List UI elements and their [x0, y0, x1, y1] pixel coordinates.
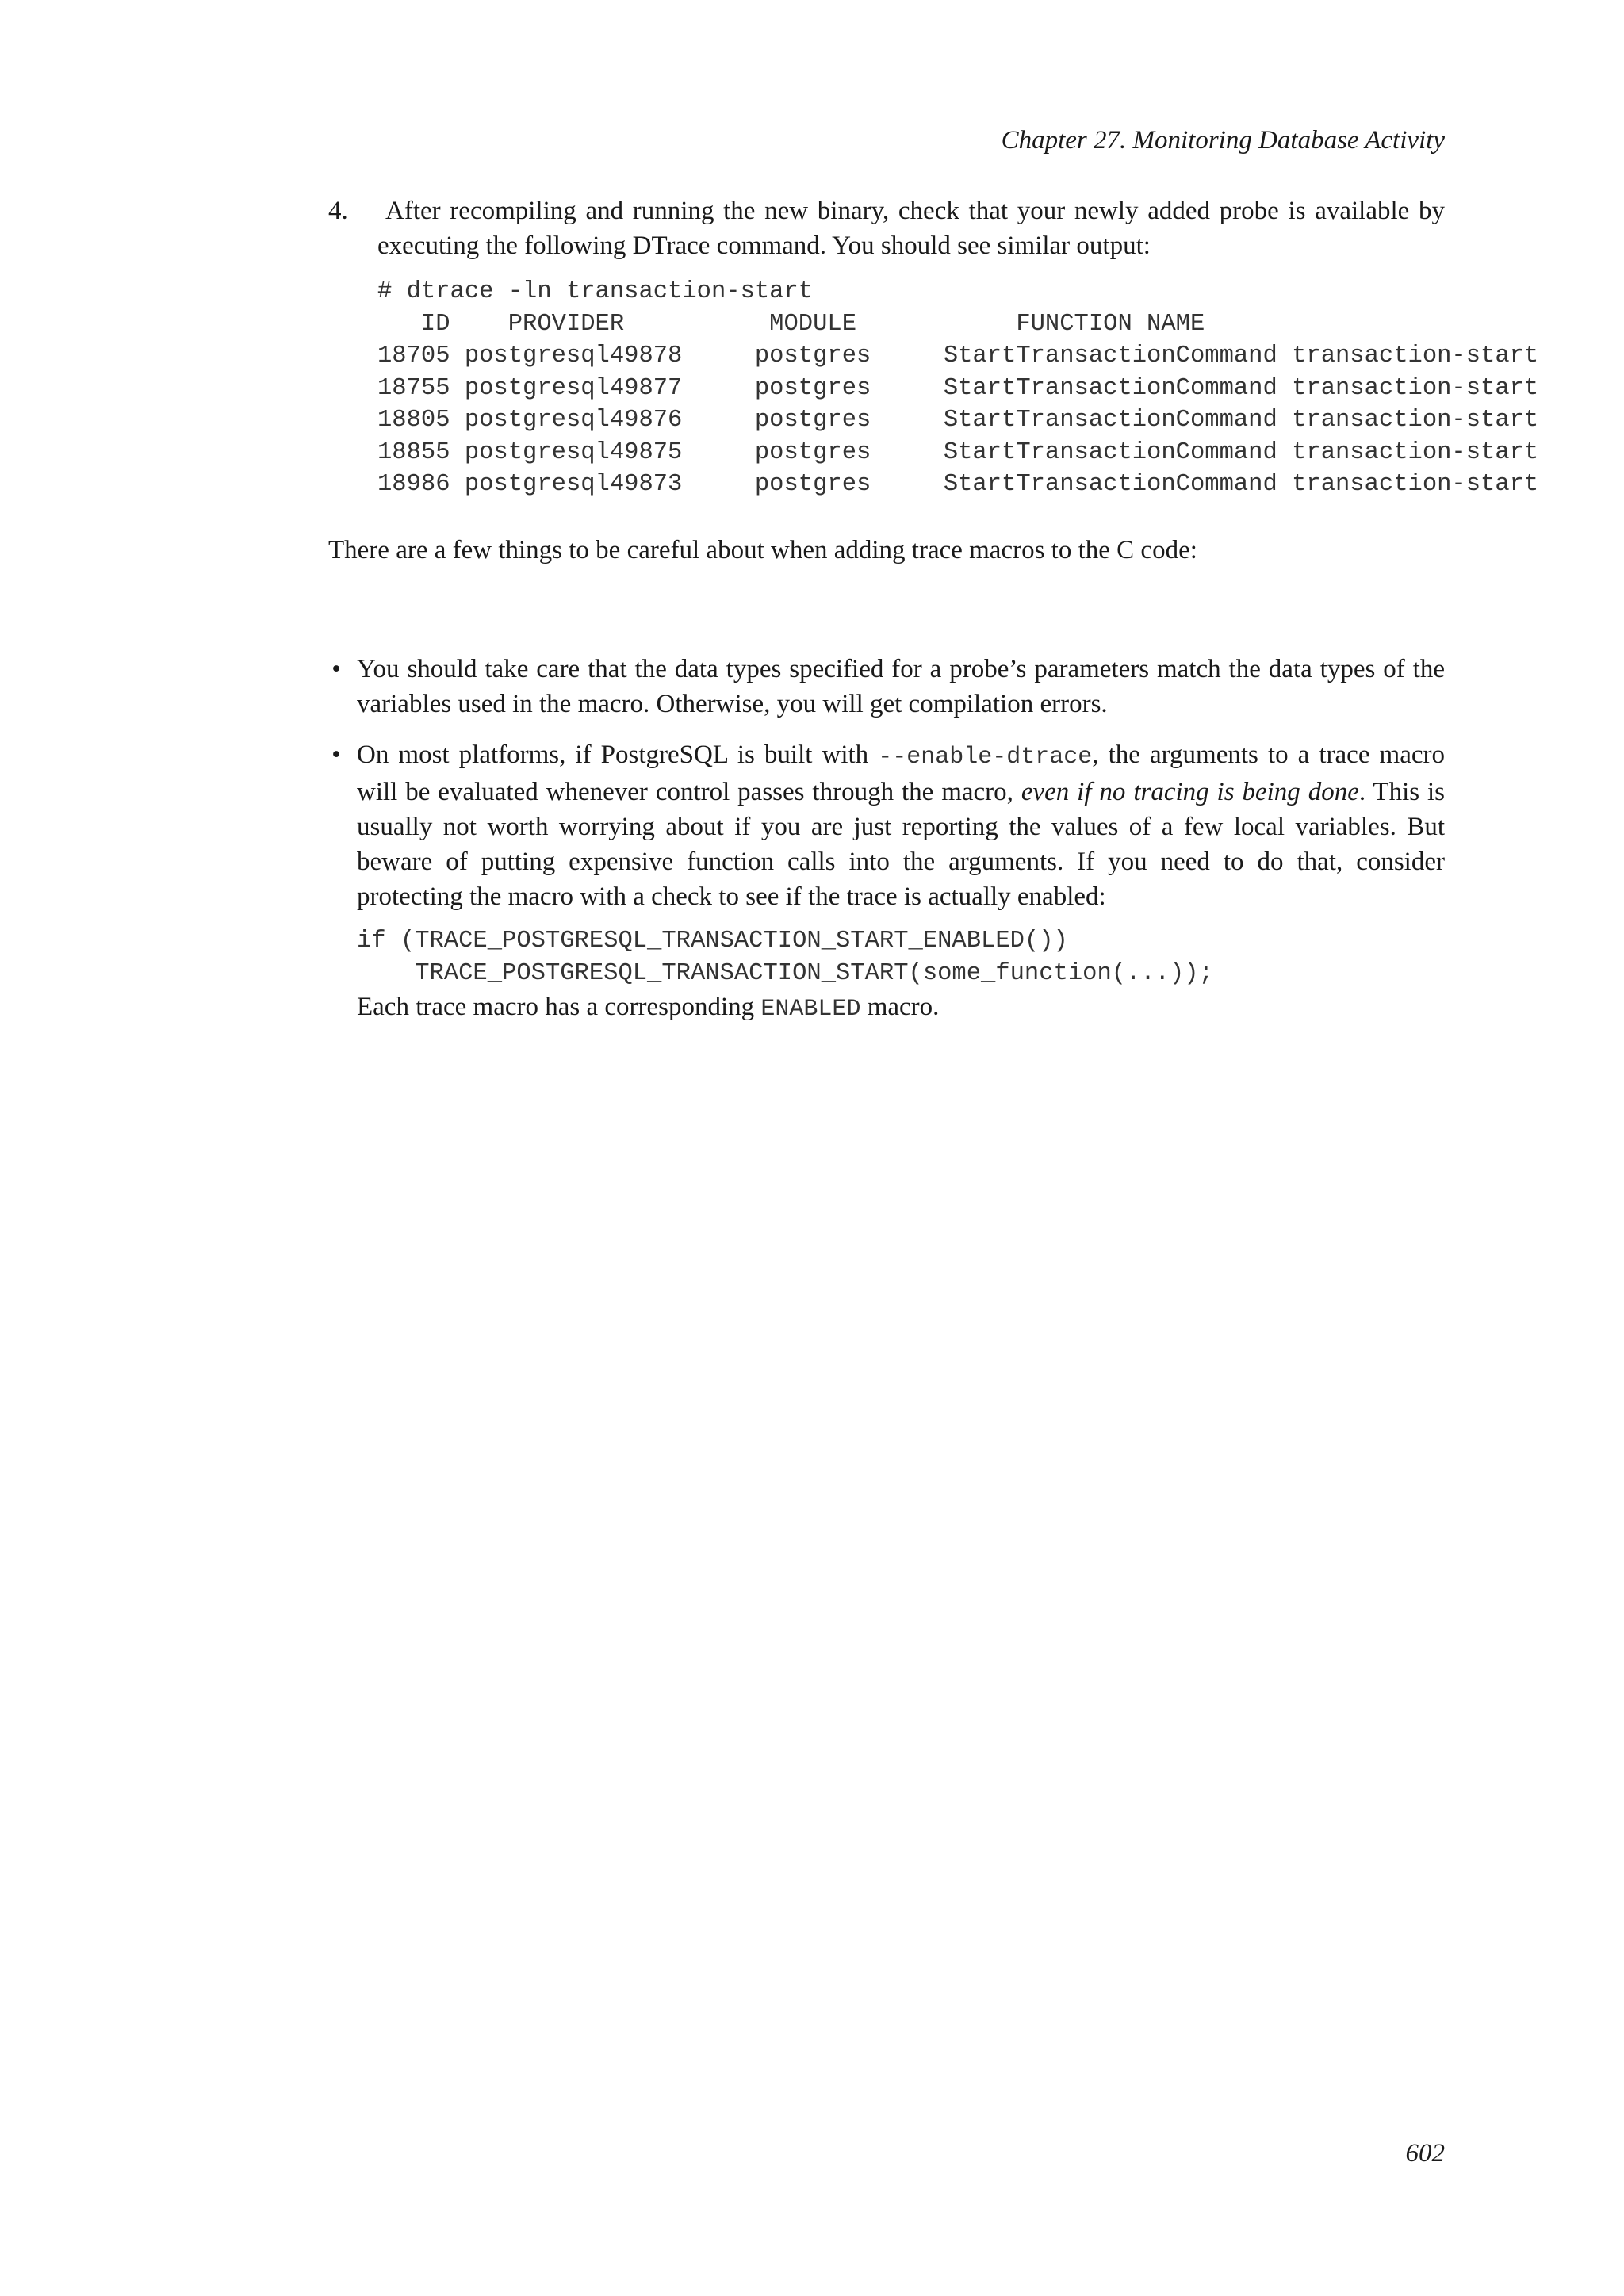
list-item [331, 652, 1445, 721]
bullet-icon: • [331, 655, 341, 683]
list-item [331, 737, 1445, 1027]
dtrace-output-code: # dtrace -ln transaction-start ID PROVIDER MODULE FUNCTION NAME 18705 postgresql49878 postgres StartTransactionCommand transaction-start 18755 postgresql49877 postgres StartTransactionCommand transaction-start 18805 postgresql49876 postgres StartTransactionCommand transaction-start 18855 postgresql49875 postgres StartTransactionCommand transaction-start 18986 postgresql49873 postgres StartTransactionCommand transaction-start [377, 278, 1539, 498]
enabled-macro-note: Each trace macro has a corresponding ENABLED macro. [357, 993, 940, 1023]
page-number: 602 [1405, 2139, 1445, 2168]
inline-code-enabled: ENABLED [760, 996, 861, 1023]
bullet-icon: • [331, 740, 341, 769]
step-4 [328, 193, 1539, 501]
list-item-text: You should take care that the data types specified for a probe’s parameters match the data types of the variables used in the macro. Otherwise, you will get compilation errors. [357, 655, 1445, 718]
intro-paragraph: There are a few things to be careful about when adding trace macros to the C code: [328, 536, 1197, 564]
caution-list [328, 652, 1445, 1043]
inline-code-flag: --enable-dtrace [878, 744, 1093, 771]
trace-macro-code: if (TRACE_POSTGRESQL_TRANSACTION_START_ENABLED()) TRACE_POSTGRESQL_TRANSACTION_START(some_function(...)); [357, 928, 1213, 987]
list-item-text: On most platforms, if PostgreSQL is built with --enable-dtrace, the arguments to a trace macro will be evaluated whenever control passes through the macro, even if no tracing is being done. This is usually not worth worrying about if you are just reporting the values of a few local variables. But beware of putting expensive function calls into the arguments. If you need to do that, consider protecting the macro with a check to see if the trace is actually enabled: [357, 740, 1445, 911]
step-text: After recompiling and running the new binary, check that your newly added probe is available by executing the following DTrace command. You should see similar output: [377, 197, 1445, 260]
step-body [377, 193, 1539, 501]
running-header: Chapter 27. Monitoring Database Activity [1001, 126, 1445, 155]
emphasis-text: even if no tracing is being done [1021, 778, 1359, 806]
step-number: 4. [328, 197, 348, 225]
